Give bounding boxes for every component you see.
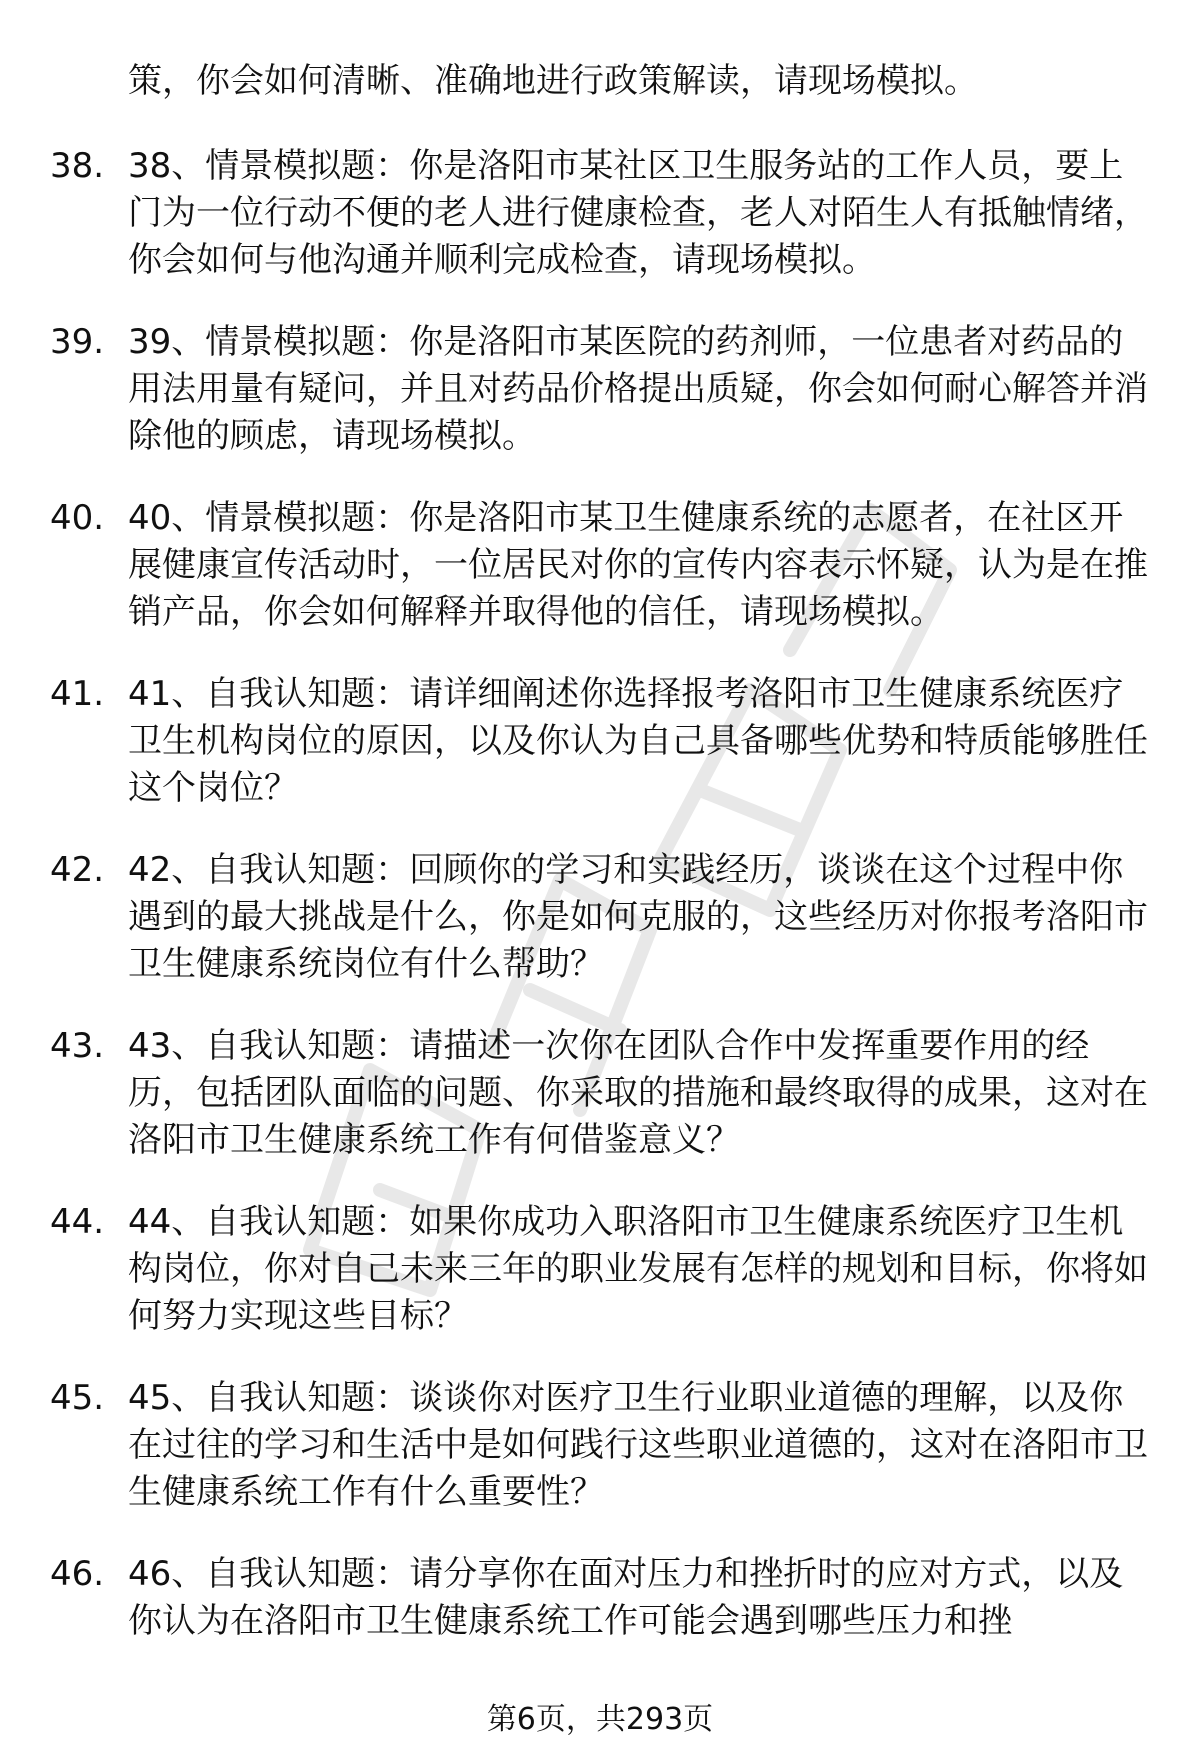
question-text: 45、自我认知题：谈谈你对医疗卫生行业职业道德的理解，以及你在过往的学习和生活中是如何践行这些职业道德的，这对在洛阳市卫生健康系统工作有什么重要性？ [128,1378,1148,1512]
question-number: 43. [50,1026,105,1066]
question-number: 45. [50,1378,105,1418]
list-item [0,1023,1200,1199]
question-text: 46、自我认知题：请分享你在面对压力和挫折时的应对方式，以及你认为在洛阳市卫生健康系统工作可能会遇到哪些压力和挫 [128,1554,1124,1641]
list-item [0,1199,1200,1375]
question-number: 46. [50,1554,105,1594]
question-number: 44. [50,1202,105,1242]
question-number: 41. [50,674,105,714]
page-number-footer: 第6页，共293页 [486,1702,714,1737]
list-item [0,319,1200,495]
question-text: 42、自我认知题：回顾你的学习和实践经历，谈谈在这个过程中你遇到的最大挑战是什么，你是如何克服的，这些经历对你报考洛阳市卫生健康系统岗位有什么帮助？ [128,850,1148,984]
question-list [0,143,1200,1727]
question-text: 43、自我认知题：请描述一次你在团队合作中发挥重要作用的经历，包括团队面临的问题、你采取的措施和最终取得的成果，这对在洛阳市卫生健康系统工作有何借鉴意义？ [128,1026,1148,1160]
list-item [0,495,1200,671]
question-text: 39、情景模拟题：你是洛阳市某医院的药剂师，一位患者对药品的用法用量有疑问，并且对药品价格提出质疑，你会如何耐心解答并消除他的顾虑，请现场模拟。 [128,322,1148,456]
list-item [0,1375,1200,1551]
list-item [0,847,1200,1023]
list-item [0,143,1200,319]
list-item [0,671,1200,847]
question-number: 38. [50,146,105,186]
question-number: 39. [50,322,105,362]
question-text: 44、自我认知题：如果你成功入职洛阳市卫生健康系统医疗卫生机构岗位，你对自己未来三年的职业发展有怎样的规划和目标，你将如何努力实现这些目标？ [128,1202,1148,1336]
continued-question-text: 策，你会如何清晰、准确地进行政策解读，请现场模拟。 [128,61,978,101]
question-text: 38、情景模拟题：你是洛阳市某社区卫生服务站的工作人员，要上门为一位行动不便的老人进行健康检查，老人对陌生人有抵触情绪，你会如何与他沟通并顺利完成检查，请现场模拟。 [128,146,1148,280]
question-text: 40、情景模拟题：你是洛阳市某卫生健康系统的志愿者，在社区开展健康宣传活动时，一位居民对你的宣传内容表示怀疑，认为是在推销产品，你会如何解释并取得他的信任，请现场模拟。 [128,498,1148,632]
question-number: 40. [50,498,105,538]
question-text: 41、自我认知题：请详细阐述你选择报考洛阳市卫生健康系统医疗卫生机构岗位的原因，以及你认为自己具备哪些优势和特质能够胜任这个岗位？ [128,674,1148,808]
question-number: 42. [50,850,105,890]
